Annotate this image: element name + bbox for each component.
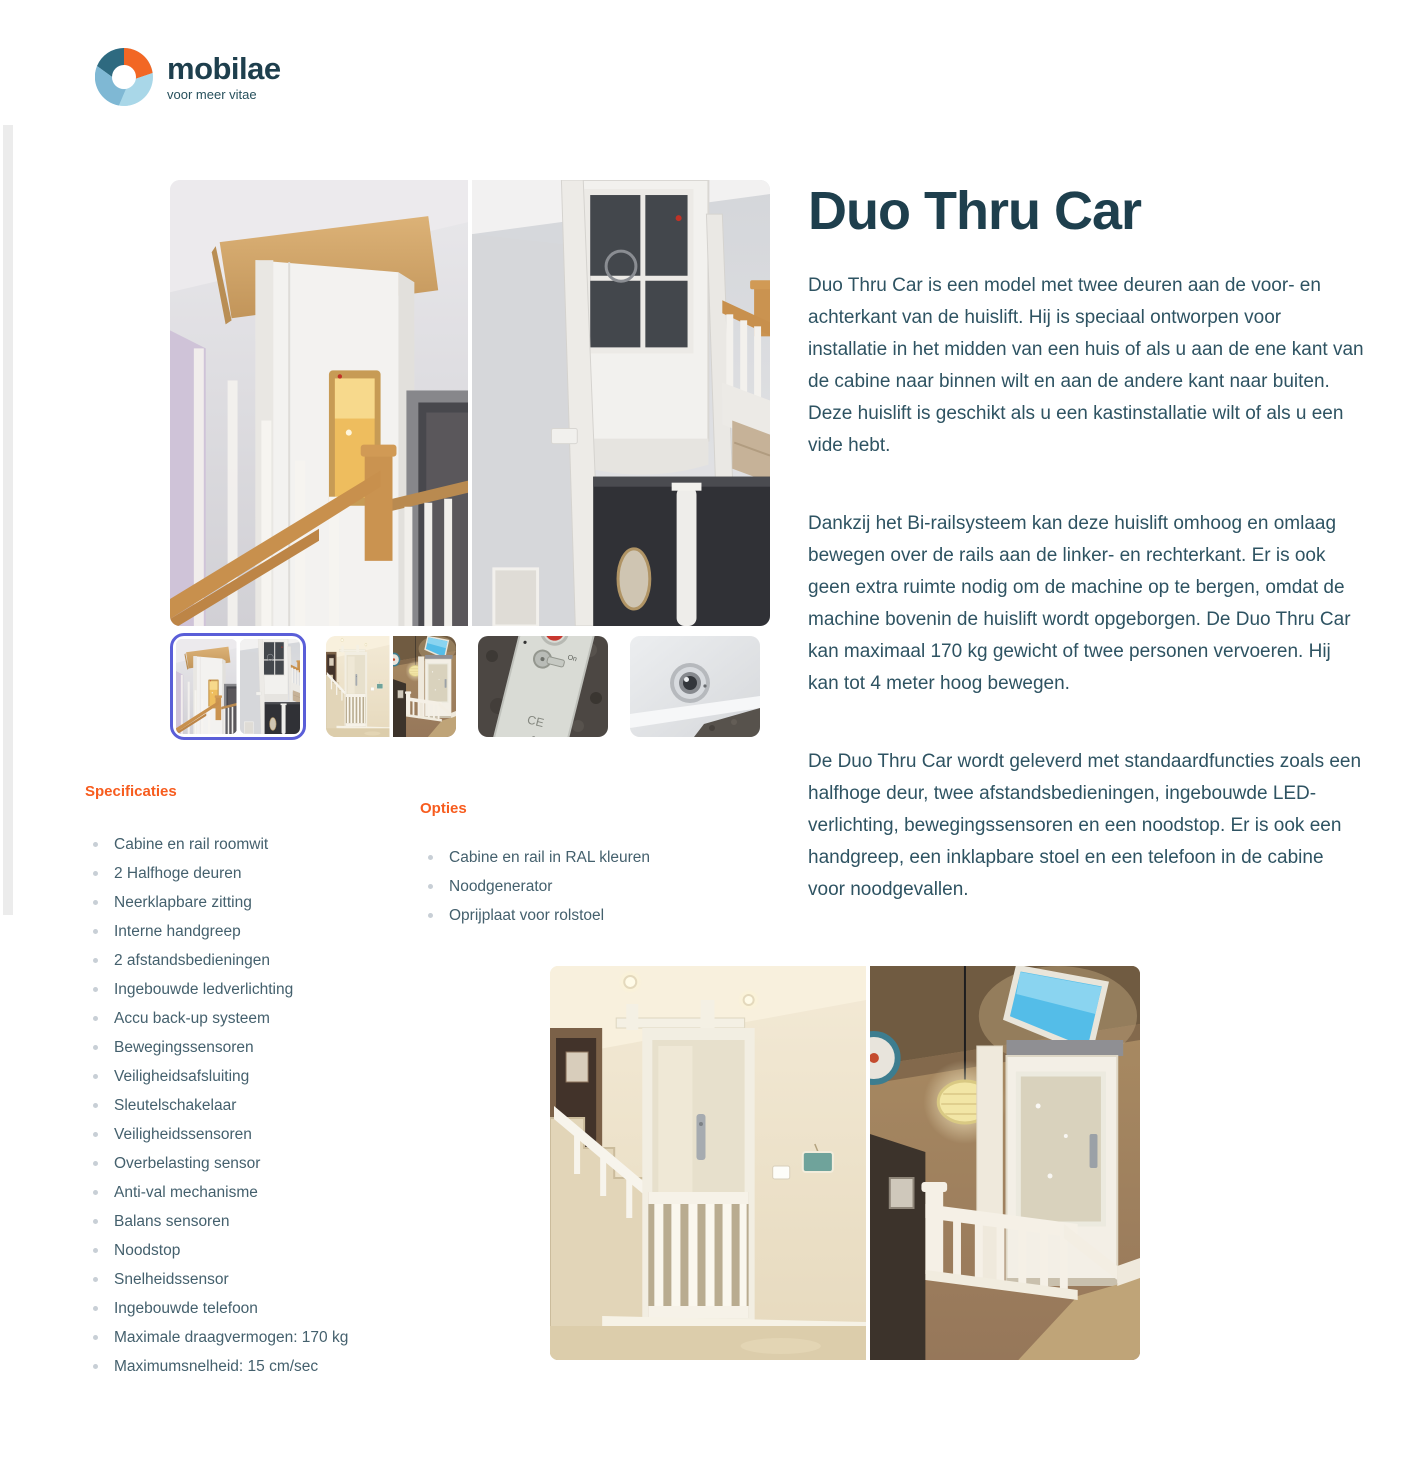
bottom-photo-hallway-lift	[550, 966, 866, 1360]
bottom-photo-attic-lift	[870, 966, 1140, 1360]
thumb3-control-panel-image	[478, 636, 608, 737]
bottom-gallery	[550, 966, 1140, 1360]
option-item: Cabine en rail in RAL kleuren	[420, 843, 720, 872]
thumb1-left-image	[176, 639, 237, 734]
specifications-heading: Specificaties	[85, 783, 177, 800]
thumb4-spotlight-image	[630, 636, 760, 737]
spec-item: Anti-val mechanisme	[85, 1178, 415, 1207]
thumb1-right-image	[240, 639, 301, 734]
spec-item: Interne handgreep	[85, 917, 415, 946]
spec-item: Noodstop	[85, 1236, 415, 1265]
brand-tagline: voor meer vitae	[167, 86, 257, 102]
gallery-thumbnail-3[interactable]	[478, 636, 608, 737]
spec-item: Balans sensoren	[85, 1207, 415, 1236]
mobilae-swirl-icon	[95, 48, 153, 106]
product-paragraph-3: De Duo Thru Car wordt geleverd met standaardfuncties zoals een halfhoge deur, twee afstandsbedieningen, ingebouwde LED-verlichting, bewegingssensoren en een noodstop. Er is ook een handgreep, een inklapbare stoel en een telefoon in de cabine voor noodgevallen.	[808, 750, 1362, 900]
page-title: Duo Thru Car	[808, 181, 1141, 241]
options-heading: Opties	[420, 800, 467, 817]
spec-item: Veiligheidssensoren	[85, 1120, 415, 1149]
product-paragraph-1: Duo Thru Car is een model met twee deuren aan de voor- en achterkant van de huislift. Hij is speciaal ontworpen voor installatie in het midden van een huis of als u aan de ene kant van de cabine naar binnen wilt en aan de andere kant naar buiten. Deze huislift is geschikt als u een kastinstallatie wilt of als u een vide hebt.	[808, 274, 1364, 456]
main-photo-lift-column	[170, 180, 468, 626]
spec-item: Ingebouwde telefoon	[85, 1294, 415, 1323]
spec-item: Cabine en rail roomwit	[85, 830, 415, 859]
spec-item: Ingebouwde ledverlichting	[85, 975, 415, 1004]
brand-logo[interactable]	[95, 48, 281, 106]
spec-item: Sleutelschakelaar	[85, 1091, 415, 1120]
gallery-thumbnail-4[interactable]	[630, 636, 760, 737]
gallery-thumbnail-1-selected[interactable]	[170, 633, 306, 740]
spec-item: 2 afstandsbedieningen	[85, 946, 415, 975]
product-paragraph-2: Dankzij het Bi-railsysteem kan deze huislift omhoog en omlaag bewegen over de rails aan de linker- en rechterkant. Er is ook geen extra ruimte nodig om de machine op te bergen, omdat de machine bovenin de huislift wordt opgeborgen. De Duo Thru Car kan maximaal 170 kg gewicht of twee personen vervoeren. Hij kan tot 4 meter hoog bewegen.	[808, 512, 1351, 694]
option-item: Noodgenerator	[420, 872, 720, 901]
specifications-section	[85, 783, 415, 1381]
options-list	[420, 843, 720, 930]
specifications-list	[85, 830, 415, 1381]
options-section	[420, 800, 720, 930]
option-item: Oprijplaat voor rolstoel	[420, 901, 720, 930]
main-photo-lift-raised	[472, 180, 770, 626]
spec-item: Neerklapbare zitting	[85, 888, 415, 917]
thumb2-left-image	[326, 636, 390, 737]
spec-item: Maximale draagvermogen: 170 kg	[85, 1323, 415, 1352]
spec-item: Bewegingssensoren	[85, 1033, 415, 1062]
thumb2-right-image	[393, 636, 457, 737]
spec-item: Accu back-up systeem	[85, 1004, 415, 1033]
spec-item: Veiligheidsafsluiting	[85, 1062, 415, 1091]
left-edge-strip	[3, 125, 13, 915]
product-description	[808, 183, 1364, 906]
brand-name: mobilae	[167, 50, 281, 86]
main-gallery	[170, 180, 770, 626]
spec-item: 2 Halfhoge deuren	[85, 859, 415, 888]
gallery-thumbnail-2[interactable]	[326, 636, 456, 737]
spec-item: Maximumsnelheid: 15 cm/sec	[85, 1352, 415, 1381]
spec-item: Snelheidssensor	[85, 1265, 415, 1294]
spec-item: Overbelasting sensor	[85, 1149, 415, 1178]
